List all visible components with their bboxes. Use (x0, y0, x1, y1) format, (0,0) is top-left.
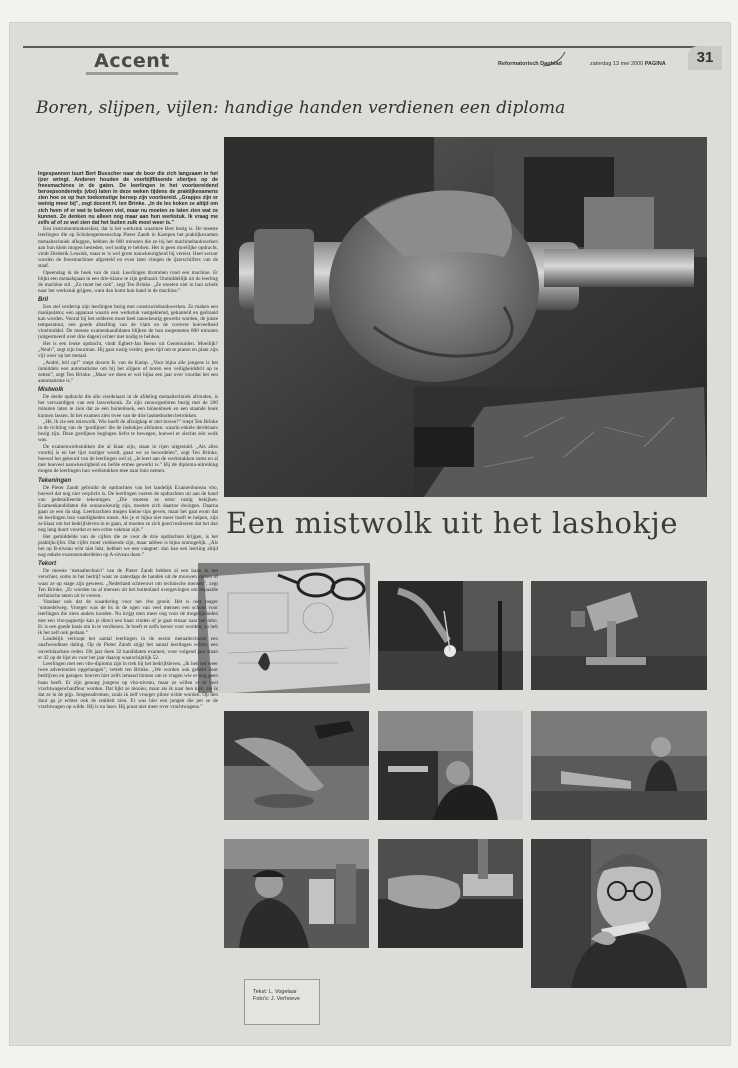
article-paragraph: Leerlingen met een vbo-diploma zijn in trek bij het bedrijfsleven. „Ik heb net weer twee advertenties opgehangen”, vertelt ten Brinke. „We worden ook gebeld door bedrijven en garages: hoeven hier zelfs iemand binnen om te vragen wie er nog geen baan heeft. Er zijn genoeg jongens op vbo-niveau, maar ze willen er te veel vrachtwagenchauffeur worden. Dat lijkt ze mooier, maar als ik naar hen kijk, zie ik dat ze in de pijp. Jongensdromen, zoals ik zelf vroeger pilote wilde worden. Op den duur ga je echter ook de realiteit zien. Er was hier een jongen die per se de vrachtwagen op wilde. Hij is nu laser. Hij praat niet meer over vrachtwagens.” (38, 661, 218, 710)
article-paragraph: Een instrumentmakerskist, dat is het werkstuk waarmee Bert bezig is. De meeste leerlingen die op Scholengemeenschap Pieter Zandt in Kampen het praktijkexamen metaaltechniek afleggen, hebben de 800 minuten die ze bij het machinebankwerken aan hun klem mogen besteden, wel nodig te hebben. Het is geen moeilijke opdracht, vindt Diederik Leusink, maar er is wel grote nauwkeurigheid bij vereist. Heel secuur worden de freesmachines afgesteld en even later vliegen de ijzerschilfers van de staaf. (38, 226, 218, 269)
section-title: Accent (94, 50, 170, 72)
subheading-bril: Bril (38, 296, 49, 303)
subheading-mistwolk: Mistwolk (38, 387, 64, 394)
article-paragraph: Vandaar ook dat de waardering voor het vbo groeit. Het is niet langer ‘ontoedelweg. Vroeger was de lts in de ogen van veel mensen een school voor leerlingen die niets anders konden. Nu krijgt men meer oog voor de mogelijkheden met een vbo-papiertje kan je direct een baan vinden of je gaat ernaar naar het mbo. Er is een goede basis om in te verdienen. Je hoeft er zelfs kerser voor worden; zo heb ik het zelf ook gedaan.” (38, 599, 218, 636)
issue-date: zaterdag 13 mei 2000 (590, 61, 644, 67)
paper-name: Reformatorisch Dagblad (498, 61, 562, 67)
article-paragraph: De derde opdracht die alle vierdeiaars in de afdeling metaaltechniek afronden, is het vervaardigen van een laswerkstuk. Ze zijn zenuwgesloten bezig met de 200 minuten laten te zien dat ze een buitenhoek, een binnenhoek en een staande hoek kunnen lassen. In het examen zien twee van de drie lasmethoden betrokken. (38, 394, 218, 419)
paper-logo-swoosh-icon (541, 50, 569, 68)
photo-student-standing (531, 711, 707, 820)
masthead-rule (23, 46, 713, 48)
credit-photo: Foto's: J. Verhoeve (253, 996, 300, 1002)
photo-hands-grinding (378, 839, 523, 948)
article-paragraph: De examenwerkstukken die al klaar zijn, staan in rijen uitgestald. „Als alles voorbij is en het lijst rustiger wordt, gaan we ze beoordelen”, zegt Ten Brinke, hoewel het gekeurd van de leerlingen wel al, „Je leert aan de werkstukken soms en al met hoeveel nauwkeurigheid en liefde ermee gewerkt is.” Bij de diploma-uitreiking mogen de leerlingen hun werkstukken mee naar huis nemen. (38, 444, 218, 475)
photo-student-machine (378, 711, 523, 820)
section-tab (84, 50, 180, 72)
photo-spread-title: Een mistwolk uit het lashokje (226, 506, 679, 540)
article-paragraph: De Pieter Zandt gebruikt de opdrachten van het landelijk Examenbureau vbo, hoewel dat nog niet verplicht is. De leerlingen voeren de opdrachten uit aan de hand van gedetailleerde tekeningen. „Die moeten ze eerst rustig bekijken. Examenkandidaten die onnauwkeurig zijn, moeten zich daartoe dwingen. Daarna gaan ze een da slag. Leerkrachten mogen kleine tips geven, maar het gaat erom dat de leerlingen hun vaardigheden tonen. Als je er bijna niet meer hoeft te helpen, zijn ze klaar om het bedrijfsleven in te gaan, al moeten ze zich goed realiseren dat het dan nog lang duurt voordat er een echte vakman zijn.” (38, 484, 218, 534)
page-number-tab: 31 (688, 46, 722, 70)
article-body (38, 171, 218, 710)
issue-date-line (590, 61, 666, 67)
pagina-label: PAGINA (644, 61, 666, 67)
article-lead: Ingespannen tuurt Bert Busscher naar de boor die zich langzaam in het ijzer wringt. Anderen houden de voorbijflitsende sliertjes op de freesmachines in de gaten. De leerlingen in het voorbereidend beroepsonderwijs (vbo) laten in deze weken tijdens de praktijkexamens zien hoe ze op hun toekomstige beroep zijn voorbereid. „Grapjes zijn er weinig meer bij”, zegt docent H. ten Brinke. „In de les koken ze altijd om zich heen of er wat te beleven viel, maar nu moeten ze laten zien wat ze kunnen. Ze denken nu alleen nog maar aan hun werkstuk. Ik vraag me zelfs af of ze wel zien dat het buiten zulk mooi weer is.” (38, 171, 218, 226)
credit-text: Tekst: L. Vogelaar (253, 989, 297, 995)
photo-drawing-glasses (198, 563, 370, 693)
article-paragraph: De meeste ‘metaaltechnici’ van de Pieter Zandt hebben al een baan in het verschiet, soms in het bedrijf waar ze zaterdags de handen uit de mouwen steken of waar ze op stage zijn geweest. „Nederland schreeuwt om technische mensen”, zegt Ten Brinke. „Er worden nu al mensen uit het buitenland overgevlogen om bepaalde technische taken uit te voeren. (38, 568, 218, 599)
subheading-tekort: Tekort (38, 561, 57, 568)
section-underline (86, 72, 178, 75)
article-paragraph: „Hé, ik zie een mistwolk. Wie hoeft de afzuigkap er niet boven?” roept Ten Brinke in de richting van de ‘gordijnen’ die de lashokjes afsluiten: waarin enkele derdeiaars bezig zijn. Deze gordijnen begingen liefst te bewegen, hoewel er slechts één wolk was. (38, 419, 218, 444)
article-paragraph: Het gemiddelde van de cijfers die ze voor de drie opdrachten krijgen, is het praktijkcijfer. Dat cijfer moet voldoende zijn, maar tabben is bijna onmogelijk. „Als het op B-niveau echt niet lukt, hebben we een vangnet: dan kan een leerling altijd nog enkele examenonderdelen op A-niveau doen.” (38, 533, 218, 559)
article-paragraph: Het is een leuke opdracht, vindt Egbert-Jan Beens uit Genemuiden. Moeilijk? „Neuh”, zegt zijn buurman. Hij gaat rustig verder, geen tijd om te praten en plant zijn vijl weer op het metaal. (38, 341, 218, 360)
photo-hands-sheet (224, 711, 369, 820)
photo-welding-booth (378, 581, 523, 690)
main-photo-drilling (224, 137, 707, 497)
credit-box (244, 979, 320, 1025)
article-paragraph: Een stel verderop zijn leerlingen bezig met constructiebankwerken. Ze maken een manipulator, een apparaat waarin een werkstuk vastgeklemd, gekanteld en gedraaid kan worden. Vooral bij het solderen moet heel nauwkeurig gewerkt worden, de juiste temperatuur, een goede afstelling van de vlam en de correcte hoeveelheid vloeimiddel. De meeste examenkandidaten blijken de hun toegemeten 800 minuten (uitgesmeerd over drie dagen) echter niet nodig te hebben. (38, 303, 218, 341)
article-paragraph: Landelijk verloopt het aantal leerlingen in de sector metaaltechniek een onafwendbare daling. Op de Pieter Zandt stijgt het aantal leerlingen echter, een onverklaarbare reden. Dit jaar doen 32 kandidaten examen; voor volgend jaar staan er 42 op de lijst en voor het jaar daarop waarschijnlijk 52. (38, 636, 218, 661)
article-paragraph: Opeenslag in de hoek van de zaal. Leerlingen drommen rond een machine. Er blijkt een metaalspaan in een drie-klauw te zijn gedraaid. Onmiddellijk uit de leerling de machine stil. „Zo moet het ook”, zegt Ten Brinke. „Ze moeten niet in hun scheik naar het werkstuk grijpen, want dan komt hun hand in de machine.” (38, 269, 218, 294)
photo-student-glasses-portrait (531, 839, 707, 988)
photo-workpiece-clamp (531, 581, 707, 690)
subheading-tekeningen: Tekeningen (38, 477, 72, 484)
article-paragraph: „André, bril op!” roept docent B. van de Kamp. „Voor bijna alle jongens is het inmiddels een automatisme om bij het slijpen of boren een veiligheidsbril op te zetten”, zegt Ten Brinke. „Maar we doen er wel bijna een jaar over voordat het een automatisme is.” (38, 359, 218, 385)
article-headline: Boren, slijpen, vijlen: handige handen verdienen een diploma (36, 98, 566, 118)
photo-student-cap (224, 839, 369, 948)
